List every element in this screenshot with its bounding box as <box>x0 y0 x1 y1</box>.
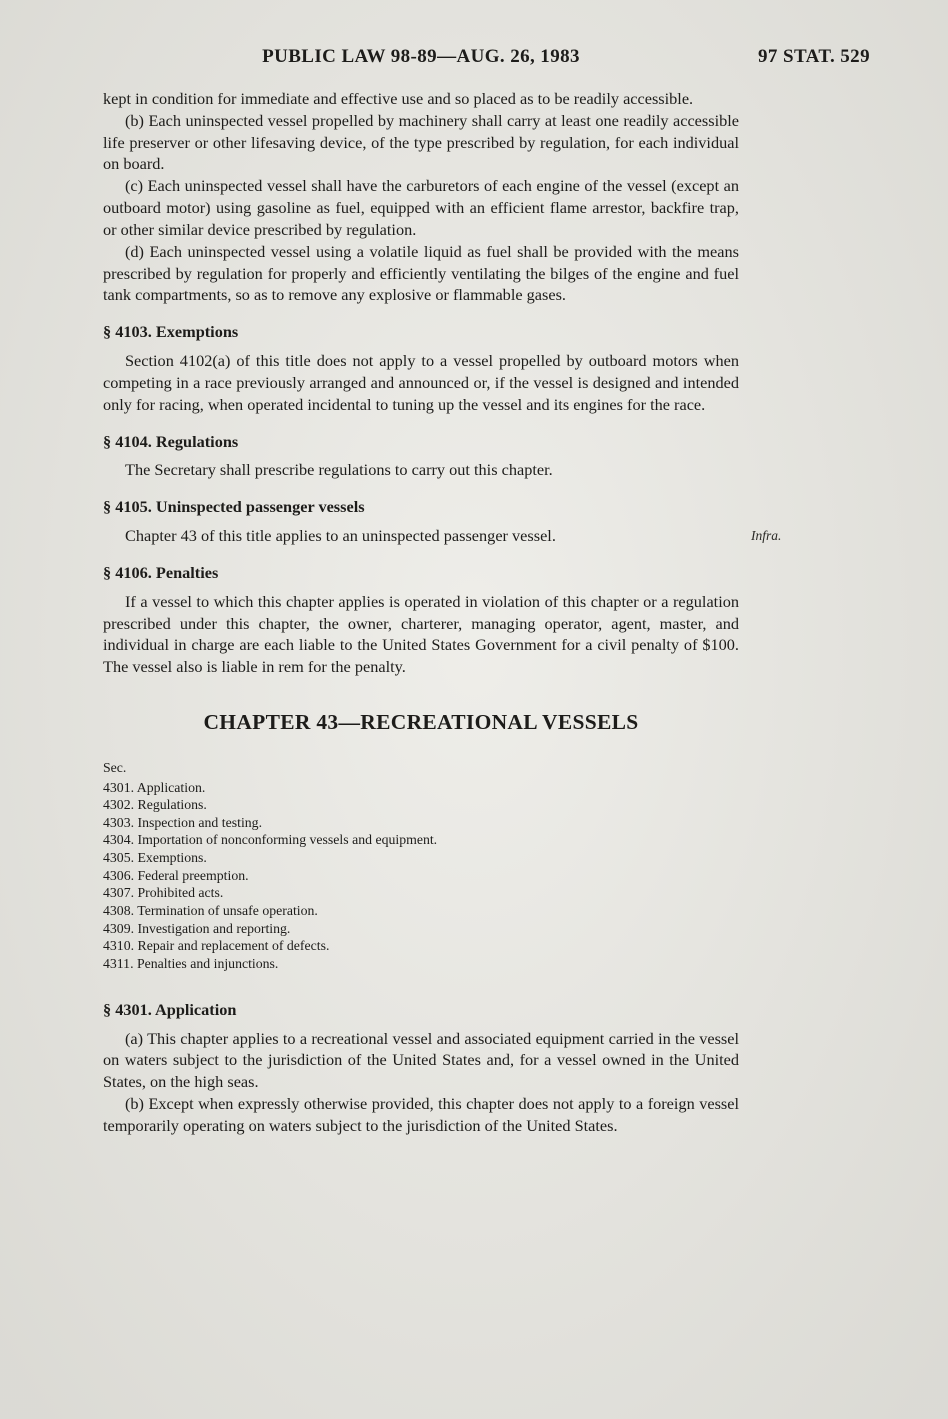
toc-item-4301: 4301. Application. <box>103 779 206 795</box>
section-4105-body: Chapter 43 of this title applies to an uninspected passenger vessel. <box>125 526 556 546</box>
section-4106-heading: § 4106. Penalties <box>103 562 219 582</box>
toc-label: Sec. <box>103 759 127 775</box>
toc-item-4302: 4302. Regulations. <box>103 797 207 813</box>
paragraph-c: (c) Each uninspected vessel shall have the carburetors of each engine of the vessel (except an outboard motor) using gasoline as fuel, equipped with an efficient flame arrestor, backfire trap, or other similar device prescribed by regulation. <box>103 176 739 239</box>
toc-item-4309: 4309. Investigation and reporting. <box>103 920 291 936</box>
toc-item-4308: 4308. Termination of unsafe operation. <box>103 903 318 919</box>
section-4301 <box>103 999 739 1137</box>
section-4104 <box>103 431 739 482</box>
running-header <box>103 46 870 72</box>
section-4106-body: If a vessel to which this chapter applies is operated in violation of this chapter or a regulation prescribed under this chapter, the owner, charterer, managing operator, agent, master, and individual in charge are each liable to the United States Government for a civil penalty of $100. The vessel also is liable in rem for the penalty. <box>103 591 739 677</box>
chapter-43-title: CHAPTER 43—RECREATIONAL VESSELS <box>203 710 639 735</box>
section-4104-heading: § 4104. Regulations <box>103 431 239 451</box>
toc-item-4310: 4310. Repair and replacement of defects. <box>103 938 330 954</box>
toc-item-4305: 4305. Exemptions. <box>103 850 207 866</box>
section-4301-para-b: (b) Except when expressly otherwise provided, this chapter does not apply to a foreign vessel temporarily operating on waters subject to the jurisdiction of the United States. <box>103 1094 739 1135</box>
section-4106 <box>103 562 739 678</box>
section-4301-para-a: (a) This chapter applies to a recreational vessel and associated equipment carried in the vessel on waters subject to the jurisdiction of the United States and, for a vessel owned in the United States, on the high seas. <box>103 1028 739 1092</box>
paragraph-continuation: kept in condition for immediate and effective use and so placed as to be readily accessible. <box>103 89 694 108</box>
toc-item-4303: 4303. Inspection and testing. <box>103 814 263 830</box>
section-4103-body: Section 4102(a) of this title does not apply to a vessel propelled by outboard motors when competing in a race previously arranged and announced or, if the vessel is designed and intended only for racing, when operated incidental to tuning up the vessel and its engines for the race. <box>103 351 739 414</box>
public-law-header: PUBLIC LAW 98-89—AUG. 26, 1983 <box>262 46 580 67</box>
section-4105 <box>103 496 782 547</box>
section-4104-body: The Secretary shall prescribe regulations to carry out this chapter. <box>125 460 553 480</box>
toc-item-4311: 4311. Penalties and injunctions. <box>103 956 279 972</box>
toc-item-4306: 4306. Federal preemption. <box>103 867 249 883</box>
main-text-column <box>103 88 782 1137</box>
section-4103-heading: § 4103. Exemptions <box>103 322 239 342</box>
margin-note-infra: Infra. <box>751 528 782 544</box>
toc-item-4304: 4304. Importation of nonconforming vessels and equipment. <box>103 832 438 848</box>
statute-page-number: 97 STAT. 529 <box>758 46 870 67</box>
paragraph-d: (d) Each uninspected vessel using a volatile liquid as fuel shall be provided with the means prescribed by regulation for properly and efficiently ventilating the bilges of the engine and fuel tank compartments, so as to remove any explosive or flammable gases. <box>103 241 739 305</box>
toc-item-4307: 4307. Prohibited acts. <box>103 885 224 901</box>
paragraph-b: (b) Each uninspected vessel propelled by machinery shall carry at least one readily accessible life preserver or other lifesaving device, of the type prescribed by regulation, for each individual on board. <box>103 110 739 174</box>
section-4301-heading: § 4301. Application <box>103 999 237 1019</box>
section-4105-heading: § 4105. Uninspected passenger vessels <box>103 497 365 517</box>
chapter-43-toc <box>103 759 739 973</box>
section-4103 <box>103 321 739 415</box>
